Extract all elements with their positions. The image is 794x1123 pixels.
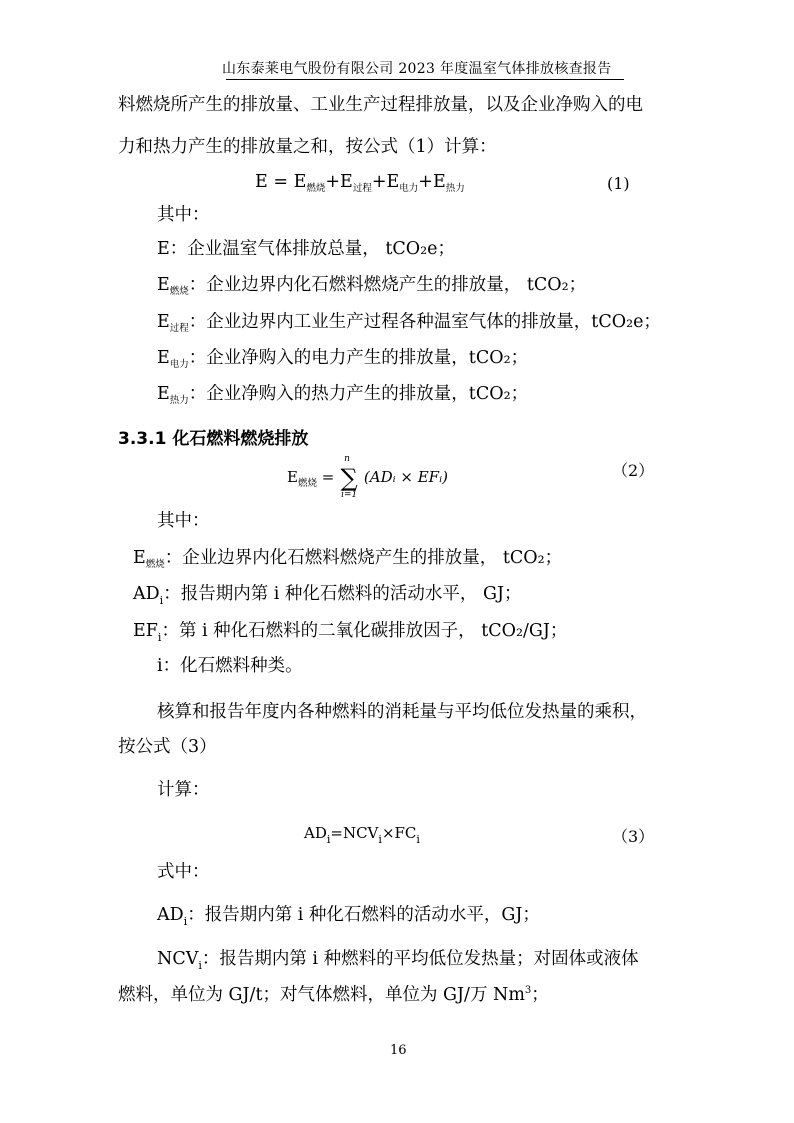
formula-1-number: (1) (607, 174, 630, 193)
formula-2: $E_{燃烧}$ = n ∑ i=1 (ADᵢ × EFᵢ) (287, 454, 448, 500)
definition-combustion-2: $E_{燃烧}$：企业边界内化石燃料燃烧产生的排放量， tCO₂； (133, 548, 563, 570)
paragraph-line: 计算： (157, 780, 210, 800)
header-divider (226, 79, 624, 80)
summation-icon: n ∑ i=1 (340, 454, 358, 500)
paragraph-line: 核算和报告年度内各种燃料的消耗量与平均低位发热量的乘积， (157, 702, 647, 722)
definition-emission-factor: $EF_i$：第 i 种化石燃料的二氧化碳排放因子， tCO₂/GJ； (133, 621, 568, 644)
definition-activity-data-2: $AD_i$：报告期内第 i 种化石燃料的活动水平，GJ； (157, 905, 540, 928)
definition-ncv: $NCV_i$：报告期内第 i 种燃料的平均低位发热量；对固体或液体 (157, 949, 639, 972)
paragraph-line: 料燃烧所产生的排放量、工业生产过程排放量，以及企业净购入的电 (118, 95, 643, 115)
definition-ncv-units: 燃料，单位为 GJ/t；对气体燃料，单位为 GJ/万 Nm$^3$； (118, 985, 549, 1005)
paragraph-line: 力和热力产生的排放量之和，按公式（1）计算： (118, 137, 497, 157)
formula-2-number: （2） (612, 461, 655, 480)
paragraph-line: 按公式（3） (118, 737, 217, 757)
definition-heat: $E_{热力}$：企业净购入的热力产生的排放量，tCO₂； (157, 384, 529, 406)
page-number: 16 (390, 1043, 407, 1058)
definition-process: $E_{过程}$：企业边界内工业生产过程各种温室气体的排放量，tCO₂e； (157, 312, 661, 334)
definition-combustion: $E_{燃烧}$：企业边界内化石燃料燃烧产生的排放量， tCO₂； (157, 275, 587, 297)
formula-3-number: （3） (612, 827, 655, 846)
qizhong-label: 其中： (157, 205, 210, 225)
qizhong-label: 其中： (157, 511, 210, 531)
definition-fuel-type: i：化石燃料种类。 (157, 656, 303, 676)
page-header-title: 山东泰莱电气股份有限公司 2023 年度温室气体排放核查报告 (222, 61, 612, 77)
formula-1: $E = E_{燃烧}+E_{过程}+E_{电力}+E_{热力}$ (255, 172, 465, 194)
definition-total: E：企业温室气体排放总量， tCO₂e； (157, 239, 455, 259)
section-heading: 3.3.1 化石燃料燃烧排放 (118, 429, 309, 449)
definition-activity-data: $AD_i$：报告期内第 i 种化石燃料的活动水平， GJ； (133, 584, 522, 607)
definition-electricity: $E_{电力}$：企业净购入的电力产生的排放量，tCO₂； (157, 348, 529, 370)
formula-3: $AD_i=NCV_i\times FC_i$ (304, 824, 420, 846)
shizhong-label: 式中： (157, 862, 210, 882)
